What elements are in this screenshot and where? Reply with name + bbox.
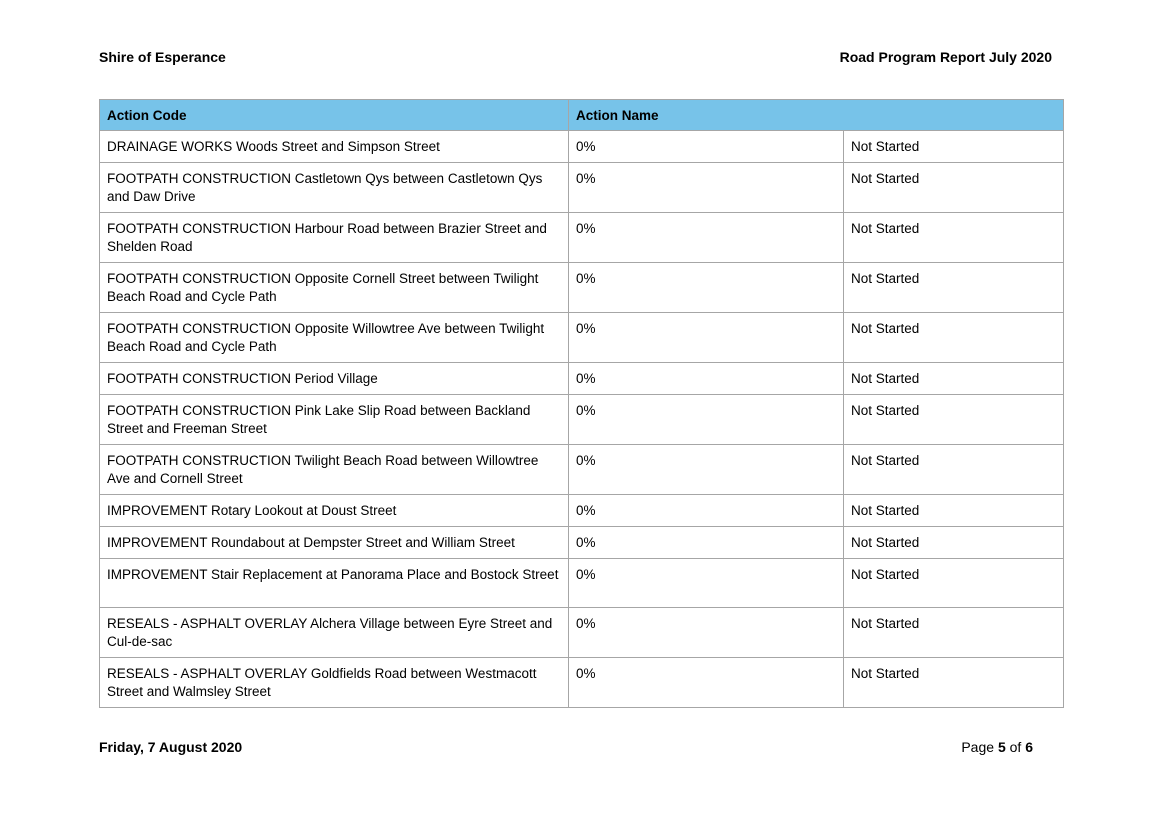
progress-cell: 0%: [569, 163, 844, 213]
action-name-cell: FOOTPATH CONSTRUCTION Pink Lake Slip Road between Backland Street and Freeman Street: [100, 395, 569, 445]
action-name-cell: FOOTPATH CONSTRUCTION Twilight Beach Road between Willowtree Ave and Cornell Street: [100, 445, 569, 495]
action-name-cell: IMPROVEMENT Roundabout at Dempster Street and William Street: [100, 527, 569, 559]
action-name-cell: FOOTPATH CONSTRUCTION Period Village: [100, 363, 569, 395]
table-row: [100, 131, 1064, 163]
progress-cell: 0%: [569, 313, 844, 363]
page-current: 5: [997, 739, 1006, 755]
organisation-name: Shire of Esperance: [99, 49, 226, 65]
table-row: [100, 213, 1064, 263]
status-cell: Not Started: [844, 363, 1064, 395]
column-header-action-name: Action Name: [569, 100, 1064, 131]
progress-cell: 0%: [569, 363, 844, 395]
action-name-cell: FOOTPATH CONSTRUCTION Opposite Willowtree Ave between Twilight Beach Road and Cycle Path: [100, 313, 569, 363]
status-cell: Not Started: [844, 395, 1064, 445]
status-cell: Not Started: [844, 445, 1064, 495]
table-row: [100, 363, 1064, 395]
progress-cell: 0%: [569, 445, 844, 495]
page-total: 6: [1025, 739, 1033, 755]
action-name-cell: RESEALS - ASPHALT OVERLAY Alchera Village between Eyre Street and Cul-de-sac: [100, 608, 569, 658]
status-cell: Not Started: [844, 163, 1064, 213]
progress-cell: 0%: [569, 131, 844, 163]
status-cell: Not Started: [844, 213, 1064, 263]
status-cell: Not Started: [844, 313, 1064, 363]
action-name-cell: FOOTPATH CONSTRUCTION Opposite Cornell Street between Twilight Beach Road and Cycle Path: [100, 263, 569, 313]
progress-cell: 0%: [569, 213, 844, 263]
table-row: [100, 527, 1064, 559]
action-name-cell: FOOTPATH CONSTRUCTION Harbour Road between Brazier Street and Shelden Road: [100, 213, 569, 263]
page-of: of: [1005, 739, 1026, 755]
status-cell: Not Started: [844, 527, 1064, 559]
progress-cell: 0%: [569, 658, 844, 708]
status-cell: Not Started: [844, 559, 1064, 608]
progress-cell: 0%: [569, 559, 844, 608]
table-row: [100, 263, 1064, 313]
column-header-action-code: Action Code: [100, 100, 569, 131]
progress-cell: 0%: [569, 263, 844, 313]
report-date: Friday, 7 August 2020: [99, 739, 243, 755]
road-program-table: [99, 99, 1064, 708]
status-cell: Not Started: [844, 495, 1064, 527]
table-row: [100, 313, 1064, 363]
status-cell: Not Started: [844, 263, 1064, 313]
table-row: [100, 658, 1064, 708]
page-number: [961, 739, 1033, 755]
table-row: [100, 163, 1064, 213]
report-title: Road Program Report July 2020: [839, 49, 1052, 65]
table-row: [100, 395, 1064, 445]
action-name-cell: RESEALS - ASPHALT OVERLAY Goldfields Road between Westmacott Street and Walmsley Street: [100, 658, 569, 708]
progress-cell: 0%: [569, 495, 844, 527]
action-name-cell: IMPROVEMENT Rotary Lookout at Doust Street: [100, 495, 569, 527]
page-prefix: Page: [961, 739, 998, 755]
progress-cell: 0%: [569, 527, 844, 559]
table-row: [100, 559, 1064, 608]
action-name-cell: DRAINAGE WORKS Woods Street and Simpson Street: [100, 131, 569, 163]
action-name-cell: FOOTPATH CONSTRUCTION Castletown Qys between Castletown Qys and Daw Drive: [100, 163, 569, 213]
table-header-row: [100, 100, 1064, 131]
table-row: [100, 495, 1064, 527]
status-cell: Not Started: [844, 608, 1064, 658]
status-cell: Not Started: [844, 658, 1064, 708]
status-cell: Not Started: [844, 131, 1064, 163]
table-row: [100, 445, 1064, 495]
table-row: [100, 608, 1064, 658]
action-name-cell: IMPROVEMENT Stair Replacement at Panorama Place and Bostock Street: [100, 559, 569, 608]
progress-cell: 0%: [569, 608, 844, 658]
progress-cell: 0%: [569, 395, 844, 445]
